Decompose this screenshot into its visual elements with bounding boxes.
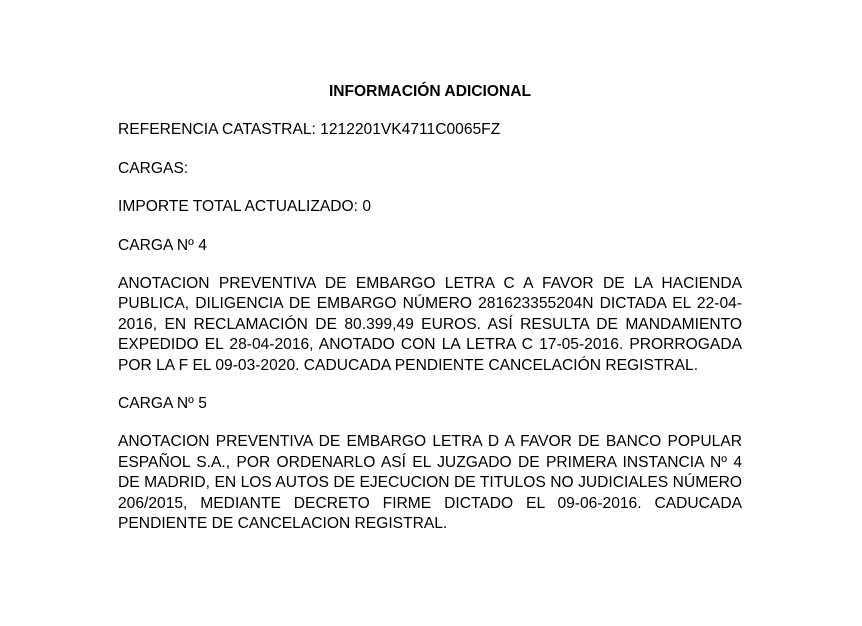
- carga-4-heading: CARGA Nº 4: [118, 236, 207, 254]
- referencia-catastral: REFERENCIA CATASTRAL: 1212201VK4711C0065FZ: [118, 121, 501, 139]
- carga-5-text: ANOTACION PREVENTIVA DE EMBARGO LETRA D A FAVOR DE BANCO POPULAR ESPAÑOL S.A., POR ORDENARLO ASÍ EL JUZGADO DE PRIMERA INSTANCIA Nº 4 DE MADRID, EN LOS AUTOS DE EJECUCION DE TITULOS NO JUDICIALES NÚMERO 206/2015, MEDIANTE DECRETO FIRME DICTADO EL 09-06-2016. CADUCADA PENDIENTE DE CANCELACION REGISTRAL.: [118, 433, 742, 533]
- importe-total: IMPORTE TOTAL ACTUALIZADO: 0: [118, 198, 372, 216]
- carga-5-heading: CARGA Nº 5: [118, 395, 207, 413]
- document-page: [118, 82, 742, 553]
- document-title: INFORMACIÓN ADICIONAL: [328, 83, 532, 100]
- cargas-label: CARGAS:: [118, 159, 189, 177]
- carga-4-text: ANOTACION PREVENTIVA DE EMBARGO LETRA C A FAVOR DE LA HACIENDA PUBLICA, DILIGENCIA DE EMBARGO NÚMERO 281623355204N DICTADA EL 22-04-2016, EN RECLAMACIÓN DE 80.399,49 EUROS. ASÍ RESULTA DE MANDAMIENTO EXPEDIDO EL 28-04-2016, ANOTADO CON LA LETRA C 17-05-2016. PRORROGADA POR LA F EL 09-03-2020. CADUCADA PENDIENTE CANCELACIÓN REGISTRAL.: [118, 275, 742, 374]
